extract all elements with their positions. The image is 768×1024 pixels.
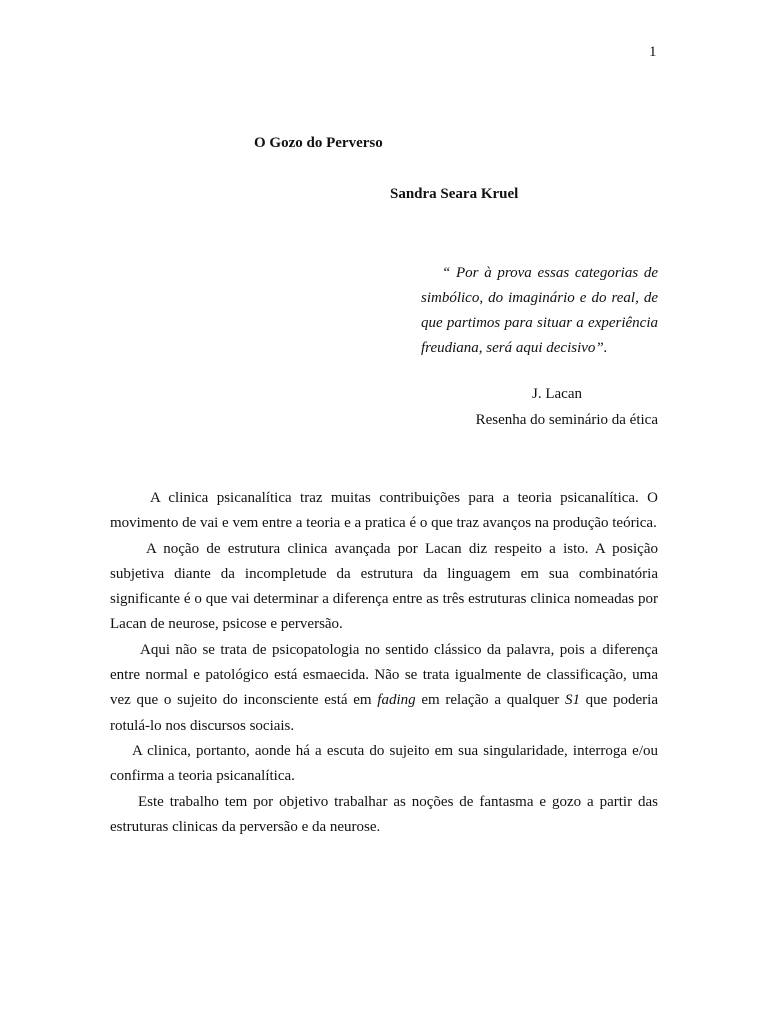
paragraph-5: Este trabalho tem por objetivo trabalhar as noções de fantasma e gozo a partir das estruturas clinicas da perversão e da neurose.: [110, 793, 658, 835]
document-title: O Gozo do Perverso: [254, 135, 383, 151]
page-number: 1: [649, 44, 657, 60]
epigraph-quote: [421, 261, 658, 361]
epigraph-source: Resenha do seminário da ética: [475, 412, 658, 428]
paragraph-3-part-a: Aqui não se trata de psicopatologia no sentido clássico da palavra, pois a diferença entre normal e patológico está esmaecida. Não se trata igualmente de classificação, uma vez que o sujeito do inconsciente está em: [110, 641, 658, 709]
paragraph-4: A clinica, portanto, aonde há a escuta do sujeito em sua singularidade, interroga e/ou confirma a teoria psicanalítica.: [110, 742, 658, 785]
epigraph-author: J. Lacan: [532, 386, 582, 402]
paragraph-3: [110, 638, 658, 739]
s1-term: S1: [564, 692, 580, 709]
paragraph-2: A noção de estrutura clinica avançada por Lacan diz respeito a isto. A posição subjetiva diante da incompletude da estrutura da linguagem em sua combinatória significante é o que vai determinar a diferença entre as três estruturas clinica nomeadas por Lacan de neurose, psicose e perversão.: [110, 540, 658, 633]
author-name: Sandra Seara Kruel: [390, 186, 519, 202]
epigraph-text: “ Por à prova essas categorias de simbólico, do imaginário e do real, de que partimos para situar a experiência freudiana, será aqui decisivo”.: [421, 265, 658, 356]
paragraph-1: A clinica psicanalítica traz muitas contribuições para a teoria psicanalítica. O movimento de vai e vem entre a teoria e a pratica é o que traz avanços na produção teórica.: [110, 490, 658, 532]
paragraph-3-part-b: em relação a qualquer: [415, 692, 565, 709]
fading-term: fading: [377, 692, 416, 709]
paragraph-3-part-c: que poderia rotulá-lo nos discursos sociais.: [110, 692, 658, 734]
body-text: [110, 486, 658, 840]
